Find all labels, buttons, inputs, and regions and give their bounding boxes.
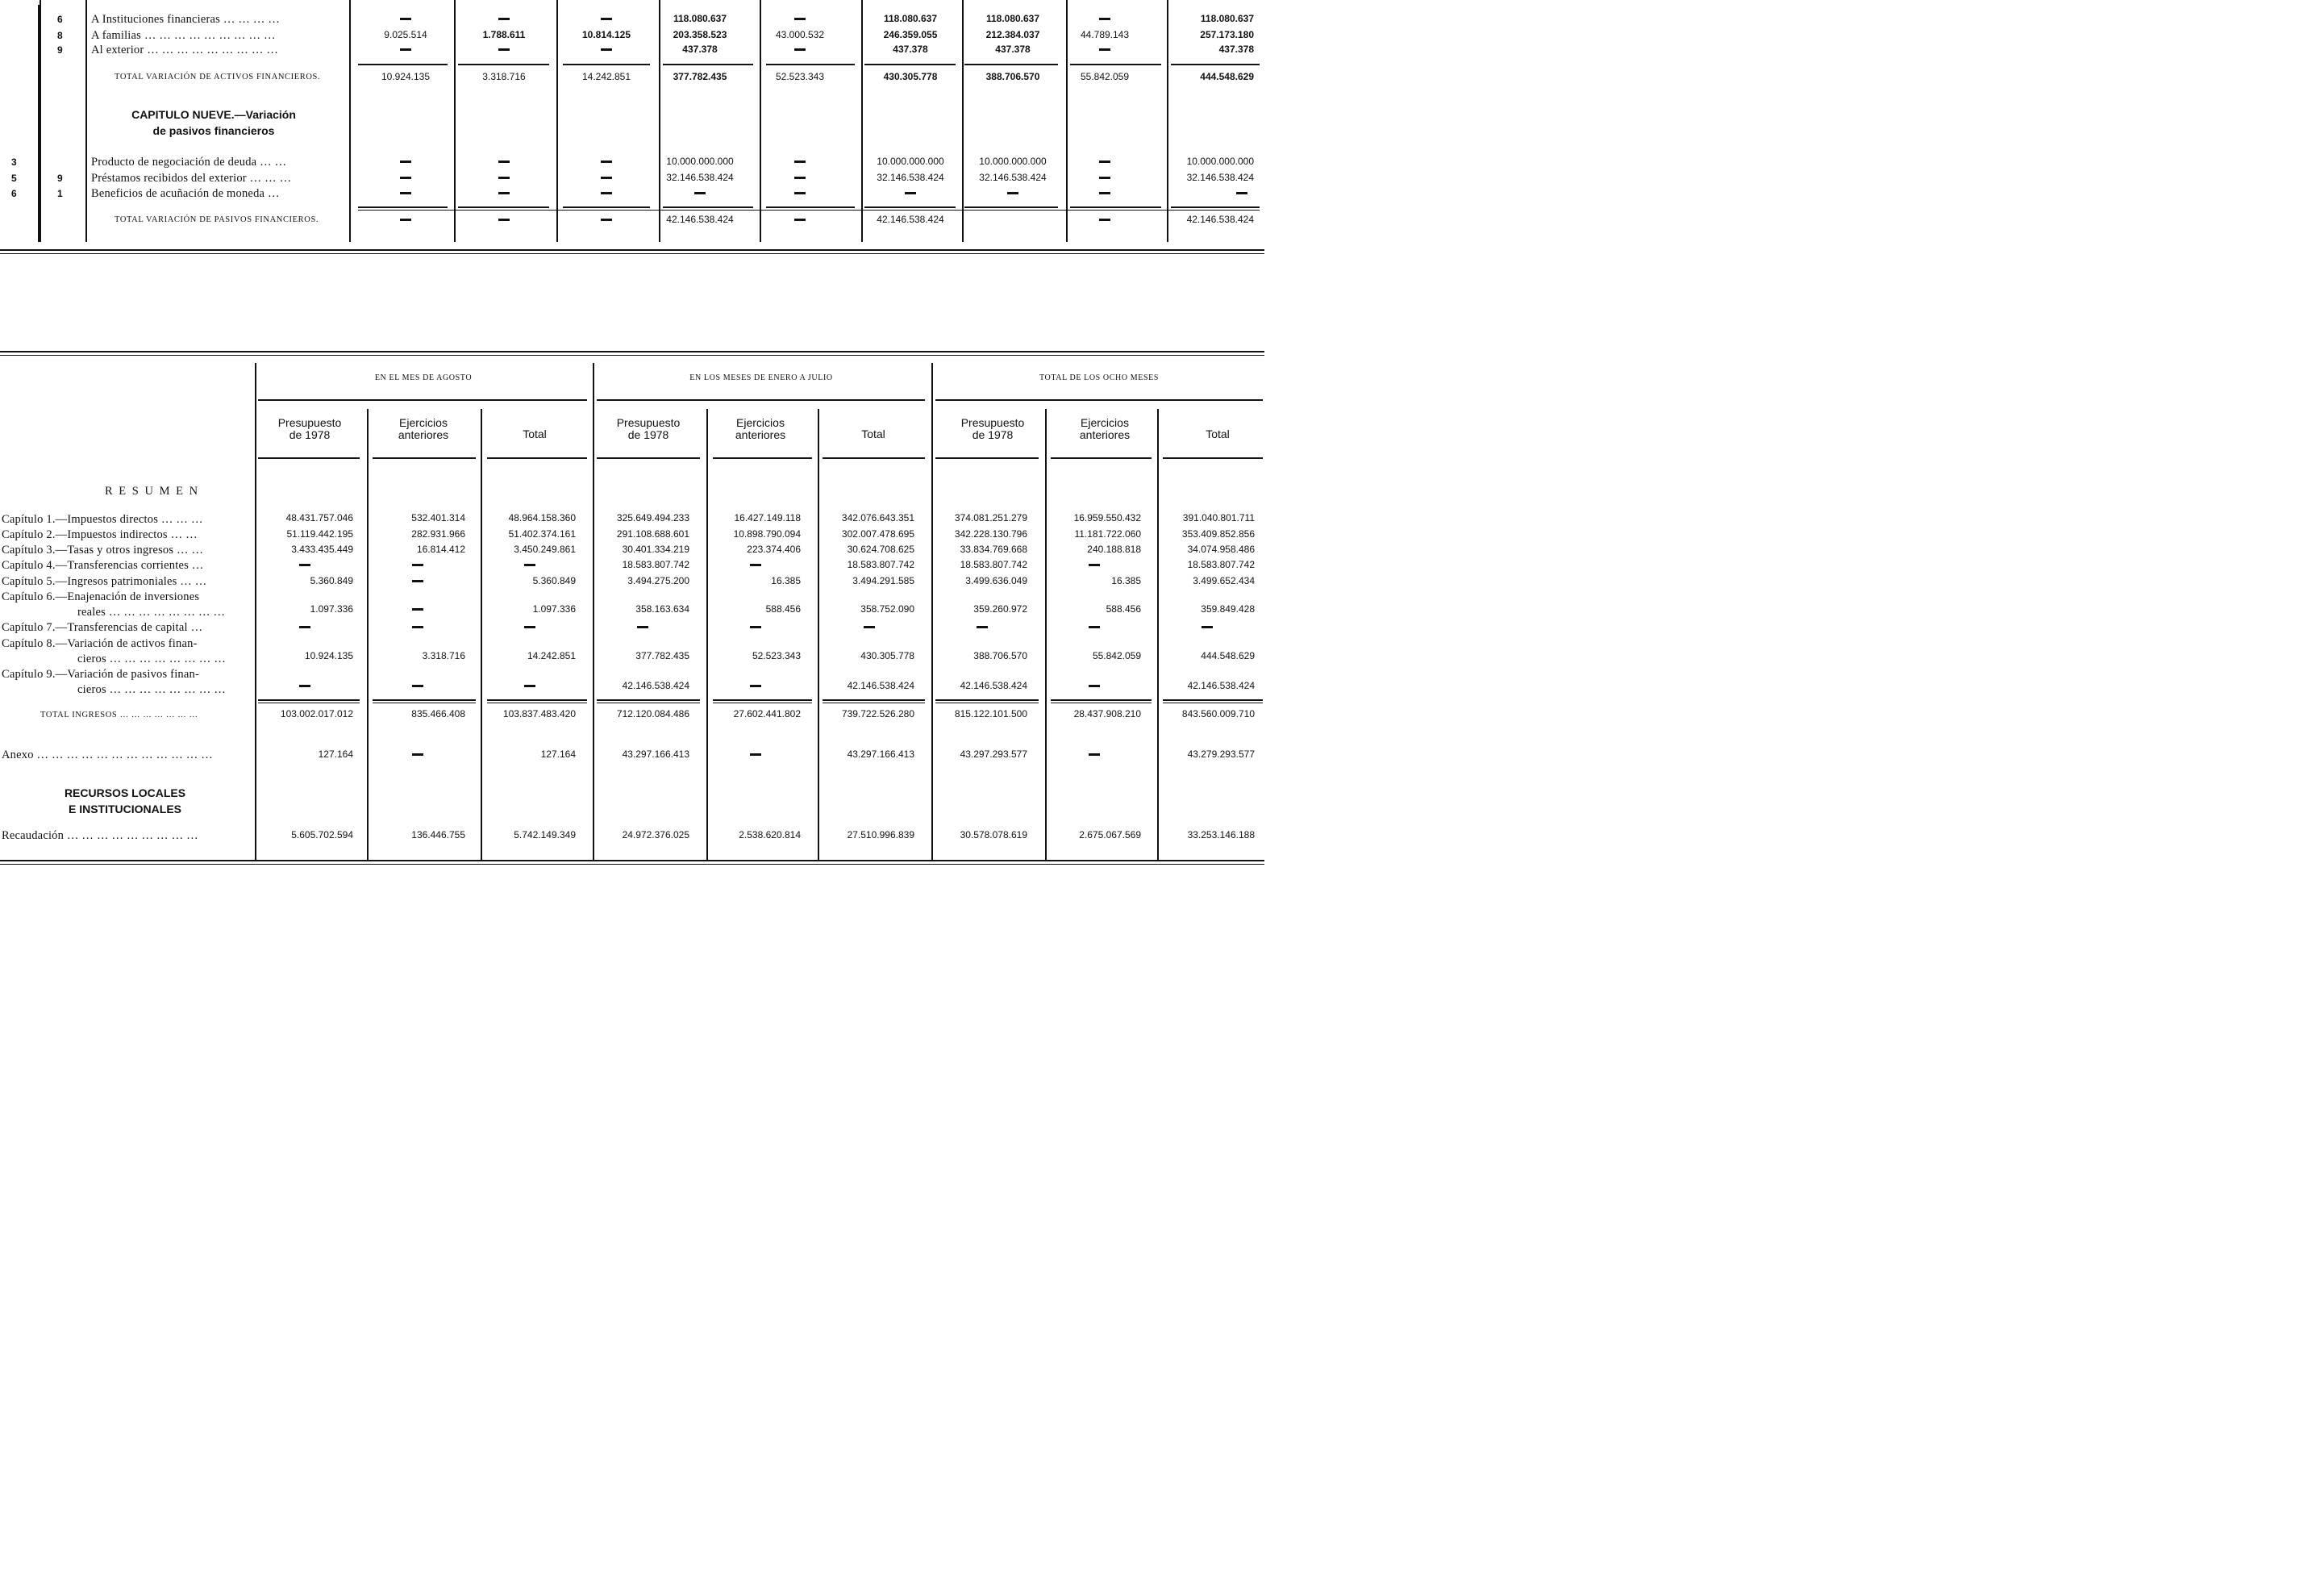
dash-cell xyxy=(299,685,310,687)
dash-cell xyxy=(750,685,761,687)
row-label: Al exterior … … … … … … … … … xyxy=(91,44,279,56)
value-cell: 358.752.090 xyxy=(860,603,914,615)
dash-cell xyxy=(905,192,916,194)
dash-cell xyxy=(864,626,875,628)
chapter-label: Capítulo 8.—Variación de activos finan- xyxy=(2,637,198,650)
value-cell: 437.378 xyxy=(995,44,1031,55)
total-ingresos-value: 815.122.101.500 xyxy=(954,708,1027,719)
dash-cell xyxy=(1236,192,1247,194)
total-label: TOTAL VARIACIÓN DE PASIVOS FINANCIEROS. xyxy=(115,215,319,224)
value-cell: 282.931.966 xyxy=(411,528,465,540)
value-cell: 342.228.130.796 xyxy=(954,528,1027,540)
code-a: 6 xyxy=(11,188,17,199)
section-double-rule-bottom xyxy=(0,253,1264,254)
recaudacion-value: 30.578.078.619 xyxy=(960,829,1027,840)
chapter-label: Capítulo 5.—Ingresos patrimoniales … … xyxy=(2,575,207,588)
value-cell: 240.188.818 xyxy=(1087,544,1141,555)
column-rule xyxy=(1157,409,1159,860)
value-cell: 3.318.716 xyxy=(482,71,526,82)
dash-cell xyxy=(694,192,706,194)
value-cell: 52.523.343 xyxy=(752,650,801,661)
value-cell: 3.494.291.585 xyxy=(852,575,914,586)
dash-cell xyxy=(794,192,806,194)
value-cell: 10.000.000.000 xyxy=(979,156,1047,167)
value-cell: 48.964.158.360 xyxy=(508,512,576,523)
value-cell: 3.494.275.200 xyxy=(627,575,689,586)
dash-cell xyxy=(412,753,423,756)
column-rule xyxy=(659,0,660,242)
column-rule xyxy=(1167,0,1168,242)
value-cell: 33.834.769.668 xyxy=(960,544,1027,555)
subtotal-rule xyxy=(864,64,956,65)
subtotal-rule xyxy=(1171,64,1260,65)
anexo-label: Anexo … … … … … … … … … … … … xyxy=(2,749,213,761)
row-label: A Instituciones financieras … … … … xyxy=(91,13,281,26)
value-cell: 118.080.637 xyxy=(673,13,727,24)
column-rule xyxy=(1045,409,1047,860)
value-cell: 291.108.688.601 xyxy=(616,528,689,540)
value-cell: 1.788.611 xyxy=(482,29,526,40)
total-rule xyxy=(1051,699,1152,701)
total-rule xyxy=(935,699,1039,701)
value-cell: 444.548.629 xyxy=(1201,650,1255,661)
total-ingresos-value: 103.837.483.420 xyxy=(502,708,576,719)
total-rule xyxy=(1163,699,1263,701)
recaudacion-value: 24.972.376.025 xyxy=(622,829,689,840)
subtotal-rule xyxy=(663,64,753,65)
column-rule xyxy=(593,363,594,860)
value-cell: 42.146.538.424 xyxy=(847,680,914,691)
dash-cell xyxy=(1089,564,1100,566)
summary-top-rule xyxy=(0,351,1264,352)
value-cell: 3.499.652.434 xyxy=(1193,575,1255,586)
dash-cell xyxy=(400,48,411,51)
value-cell: 437.378 xyxy=(1218,44,1254,55)
recaudacion-value: 5.742.149.349 xyxy=(514,829,576,840)
subtotal-rule xyxy=(1070,206,1161,208)
anexo-value: 127.164 xyxy=(540,749,576,760)
value-cell: 118.080.637 xyxy=(1200,13,1254,24)
column-header: Ejercicios anteriores xyxy=(735,416,786,441)
chapter-label: cieros … … … … … … … … xyxy=(77,653,227,665)
value-cell: 32.146.538.424 xyxy=(979,172,1047,183)
value-cell: 532.401.314 xyxy=(411,512,465,523)
dash-cell xyxy=(1099,219,1110,221)
header-underline xyxy=(823,457,925,459)
code-b: 9 xyxy=(57,173,63,184)
total-rule xyxy=(487,699,587,701)
bottom-double-rule xyxy=(0,860,1264,861)
value-cell: 430.305.778 xyxy=(860,650,914,661)
value-cell: 18.583.807.742 xyxy=(960,559,1027,570)
value-cell: 257.173.180 xyxy=(1200,29,1254,40)
subtotal-rule xyxy=(964,64,1058,65)
value-cell: 32.146.538.424 xyxy=(877,172,944,183)
anexo-value: 43.297.166.413 xyxy=(622,749,689,760)
value-cell: 246.359.055 xyxy=(883,29,938,40)
dash-cell xyxy=(601,177,612,179)
dash-cell xyxy=(1099,18,1110,20)
value-cell: 3.499.636.049 xyxy=(965,575,1027,586)
dash-cell xyxy=(750,564,761,566)
column-rule xyxy=(1066,0,1068,242)
dash-cell xyxy=(498,177,510,179)
anexo-value: 43.297.166.413 xyxy=(847,749,914,760)
dash-cell xyxy=(400,161,411,163)
subtotal-rule xyxy=(358,64,448,65)
chapter-label: reales … … … … … … … … xyxy=(77,606,226,619)
total-ingresos-value: 739.722.526.280 xyxy=(841,708,914,719)
value-cell: 30.624.708.625 xyxy=(847,544,914,555)
value-cell: 51.402.374.161 xyxy=(508,528,576,540)
column-header: Ejercicios anteriores xyxy=(398,416,449,441)
value-cell: 10.924.135 xyxy=(381,71,431,82)
group-header: TOTAL DE LOS OCHO MESES xyxy=(1039,373,1160,382)
code-b: 9 xyxy=(57,44,63,56)
dash-cell xyxy=(794,48,806,51)
recaudacion-label: Recaudación … … … … … … … … … xyxy=(2,829,198,842)
subtotal-rule xyxy=(358,210,1260,211)
value-cell: 18.583.807.742 xyxy=(847,559,914,570)
resumen-title: R E S U M E N xyxy=(105,485,200,498)
chapter-title: CAPITULO NUEVE.—Variación de pasivos financieros xyxy=(131,108,296,137)
column-rule xyxy=(85,0,87,242)
dash-cell xyxy=(498,219,510,221)
value-cell: 55.842.059 xyxy=(1080,71,1130,82)
value-cell: 223.374.406 xyxy=(747,544,801,555)
row-label: A familias … … … … … … … … … xyxy=(91,29,276,42)
value-cell: 34.074.958.486 xyxy=(1187,544,1255,555)
subtotal-rule xyxy=(663,206,753,208)
total-rule xyxy=(597,699,700,701)
dash-cell xyxy=(498,18,510,20)
dash-cell xyxy=(412,685,423,687)
dash-cell xyxy=(524,626,535,628)
dash-cell xyxy=(794,219,806,221)
value-cell: 42.146.538.424 xyxy=(622,680,689,691)
value-cell: 11.181.722.060 xyxy=(1074,528,1141,540)
dash-cell xyxy=(412,626,423,628)
column-header: Total xyxy=(861,427,885,440)
row-label: Préstamos recibidos del exterior … … … xyxy=(91,172,292,185)
value-cell: 3.318.716 xyxy=(422,650,465,661)
row-label: Producto de negociación de deuda … … xyxy=(91,156,287,169)
chapter-label: cieros … … … … … … … … xyxy=(77,683,227,696)
column-header: Presupuesto de 1978 xyxy=(960,416,1025,441)
dash-cell xyxy=(412,580,423,582)
dash-cell xyxy=(637,626,648,628)
dash-cell xyxy=(412,564,423,566)
subtotal-rule xyxy=(766,206,855,208)
dash-cell xyxy=(601,48,612,51)
code-a: 5 xyxy=(11,173,17,184)
total-ingresos-value: 712.120.084.486 xyxy=(616,708,689,719)
dash-cell xyxy=(601,18,612,20)
total-rule xyxy=(258,699,360,701)
total-rule xyxy=(713,699,812,701)
dash-cell xyxy=(1099,177,1110,179)
header-underline xyxy=(258,457,360,459)
value-cell: 10.000.000.000 xyxy=(877,156,944,167)
value-cell: 32.146.538.424 xyxy=(1186,172,1254,183)
dash-cell xyxy=(1089,753,1100,756)
column-rule xyxy=(931,363,933,860)
value-cell: 42.146.538.424 xyxy=(666,214,734,225)
code-a: 3 xyxy=(11,156,17,168)
value-cell: 1.097.336 xyxy=(532,603,576,615)
anexo-value: 43.279.293.577 xyxy=(1187,749,1255,760)
value-cell: 10.000.000.000 xyxy=(1186,156,1254,167)
value-cell: 444.548.629 xyxy=(1200,71,1254,82)
chapter-label: Capítulo 2.—Impuestos indirectos … … xyxy=(2,528,198,541)
value-cell: 14.242.851 xyxy=(527,650,576,661)
value-cell: 358.163.634 xyxy=(635,603,689,615)
column-rule xyxy=(760,0,761,242)
total-ingresos-value: 27.602.441.802 xyxy=(733,708,801,719)
column-rule xyxy=(255,363,256,860)
value-cell: 9.025.514 xyxy=(384,29,427,40)
value-cell: 16.959.550.432 xyxy=(1073,512,1141,523)
column-rule xyxy=(861,0,863,242)
value-cell: 10.898.790.094 xyxy=(733,528,801,540)
value-cell: 5.360.849 xyxy=(310,575,353,586)
dash-cell xyxy=(400,192,411,194)
chapter-label: Capítulo 3.—Tasas y otros ingresos … … xyxy=(2,544,204,557)
chapter-label: Capítulo 7.—Transferencias de capital … xyxy=(2,621,203,634)
dash-cell xyxy=(1089,626,1100,628)
dash-cell xyxy=(524,685,535,687)
recaudacion-value: 27.510.996.839 xyxy=(847,829,914,840)
dash-cell xyxy=(400,177,411,179)
dash-cell xyxy=(794,177,806,179)
dash-cell xyxy=(498,161,510,163)
value-cell: 353.409.852.856 xyxy=(1181,528,1255,540)
value-cell: 10.814.125 xyxy=(581,29,631,40)
header-underline xyxy=(373,457,476,459)
anexo-value: 43.297.293.577 xyxy=(960,749,1027,760)
chapter-label: Capítulo 1.—Impuestos directos … … … xyxy=(2,513,203,526)
value-cell: 16.427.149.118 xyxy=(734,512,801,523)
dash-cell xyxy=(750,626,761,628)
total-ingresos-value: 835.466.408 xyxy=(411,708,465,719)
value-cell: 32.146.538.424 xyxy=(666,172,734,183)
group-underline xyxy=(597,399,925,401)
value-cell: 437.378 xyxy=(682,44,718,55)
chapter-label: Capítulo 4.—Transferencias corrientes … xyxy=(2,559,204,572)
column-rule xyxy=(481,409,482,860)
value-cell: 51.119.442.195 xyxy=(286,528,353,540)
value-cell: 359.260.972 xyxy=(973,603,1027,615)
dash-cell xyxy=(977,626,988,628)
column-rule xyxy=(454,0,456,242)
group-header: EN LOS MESES DE ENERO A JULIO xyxy=(689,373,833,382)
header-underline xyxy=(713,457,812,459)
column-rule xyxy=(818,409,819,860)
value-cell: 48.431.757.046 xyxy=(285,512,353,523)
header-underline xyxy=(1163,457,1263,459)
subtotal-rule xyxy=(358,206,448,208)
header-underline xyxy=(1051,457,1152,459)
subtotal-rule xyxy=(563,206,650,208)
dash-cell xyxy=(1099,48,1110,51)
value-cell: 430.305.778 xyxy=(883,71,938,82)
value-cell: 52.523.343 xyxy=(775,71,825,82)
dash-cell xyxy=(794,161,806,163)
column-header: Ejercicios anteriores xyxy=(1079,416,1131,441)
dash-cell xyxy=(1099,161,1110,163)
value-cell: 16.385 xyxy=(771,575,801,586)
subtotal-rule xyxy=(766,64,855,65)
group-underline xyxy=(935,399,1263,401)
value-cell: 359.849.428 xyxy=(1201,603,1255,615)
value-cell: 325.649.494.233 xyxy=(616,512,689,523)
value-cell: 14.242.851 xyxy=(581,71,631,82)
subtotal-rule xyxy=(964,206,1058,208)
code-b: 8 xyxy=(57,30,63,41)
total-rule xyxy=(373,699,476,701)
subtotal-rule xyxy=(458,206,549,208)
total-ingresos-value: 28.437.908.210 xyxy=(1073,708,1141,719)
header-underline xyxy=(487,457,587,459)
column-rule xyxy=(349,0,351,242)
value-cell: 16.385 xyxy=(1111,575,1141,586)
value-cell: 42.146.538.424 xyxy=(1186,214,1254,225)
value-cell: 302.007.478.695 xyxy=(841,528,914,540)
value-cell: 44.789.143 xyxy=(1080,29,1130,40)
column-header: Total xyxy=(523,427,547,440)
column-rule xyxy=(706,409,708,860)
value-cell: 437.378 xyxy=(893,44,928,55)
dash-cell xyxy=(750,753,761,756)
value-cell: 588.456 xyxy=(1106,603,1141,615)
dash-cell xyxy=(601,192,612,194)
value-cell: 30.401.334.219 xyxy=(622,544,689,555)
dash-cell xyxy=(1099,192,1110,194)
total-ingresos-label: TOTAL INGRESOS … … … … … … … xyxy=(40,711,198,719)
dash-cell xyxy=(524,564,535,566)
dash-cell xyxy=(299,564,310,566)
value-cell: 18.583.807.742 xyxy=(1187,559,1255,570)
dash-cell xyxy=(794,18,806,20)
value-cell: 388.706.570 xyxy=(985,71,1040,82)
value-cell: 377.782.435 xyxy=(673,71,727,82)
value-cell: 391.040.801.711 xyxy=(1182,512,1255,523)
recaudacion-value: 5.605.702.594 xyxy=(291,829,353,840)
value-cell: 1.097.336 xyxy=(310,603,353,615)
value-cell: 5.360.849 xyxy=(532,575,576,586)
subtotal-rule xyxy=(864,206,956,208)
value-cell: 588.456 xyxy=(765,603,801,615)
dash-cell xyxy=(498,192,510,194)
value-cell: 16.814.412 xyxy=(416,544,465,555)
recaudacion-value: 2.538.620.814 xyxy=(739,829,801,840)
total-rule xyxy=(823,699,925,701)
value-cell: 10.000.000.000 xyxy=(666,156,734,167)
value-cell: 10.924.135 xyxy=(304,650,353,661)
value-cell: 42.146.538.424 xyxy=(1187,680,1255,691)
bottom-double-rule-2 xyxy=(0,864,1264,865)
dash-cell xyxy=(1089,685,1100,687)
outer-left-rule xyxy=(38,5,40,242)
recursos-title: RECURSOS LOCALES E INSTITUCIONALES xyxy=(64,786,186,815)
code-b: 1 xyxy=(57,188,63,199)
value-cell: 18.583.807.742 xyxy=(622,559,689,570)
dash-cell xyxy=(412,608,423,611)
column-header: Presupuesto de 1978 xyxy=(277,416,342,441)
anexo-value: 127.164 xyxy=(318,749,353,760)
value-cell: 377.782.435 xyxy=(635,650,689,661)
recaudacion-value: 33.253.146.188 xyxy=(1187,829,1255,840)
column-header: Total xyxy=(1206,427,1230,440)
subtotal-rule xyxy=(1070,64,1161,65)
value-cell: 342.076.643.351 xyxy=(841,512,914,523)
value-cell: 3.450.249.861 xyxy=(514,544,576,555)
header-underline xyxy=(597,457,700,459)
value-cell: 42.146.538.424 xyxy=(960,680,1027,691)
value-cell: 118.080.637 xyxy=(985,13,1040,24)
recaudacion-value: 136.446.755 xyxy=(411,829,465,840)
section-double-rule-top xyxy=(0,249,1264,251)
column-rule xyxy=(367,409,369,860)
value-cell: 212.384.037 xyxy=(985,29,1040,40)
column-header: Presupuesto de 1978 xyxy=(616,416,681,441)
dash-cell xyxy=(400,219,411,221)
summary-top-rule-2 xyxy=(0,355,1264,356)
dash-cell xyxy=(601,219,612,221)
group-header: EN EL MES DE AGOSTO xyxy=(374,373,473,382)
value-cell: 388.706.570 xyxy=(973,650,1027,661)
code-b: 6 xyxy=(57,14,63,25)
subtotal-rule xyxy=(458,64,549,65)
dash-cell xyxy=(1202,626,1213,628)
total-ingresos-value: 103.002.017.012 xyxy=(280,708,353,719)
dash-cell xyxy=(498,48,510,51)
column-rule xyxy=(962,0,964,242)
column-rule xyxy=(40,0,41,242)
dash-cell xyxy=(601,161,612,163)
value-cell: 118.080.637 xyxy=(883,13,938,24)
row-label: Beneficios de acuñación de moneda … xyxy=(91,187,280,200)
value-cell: 3.433.435.449 xyxy=(291,544,353,555)
value-cell: 374.081.251.279 xyxy=(954,512,1027,523)
total-label: TOTAL VARIACIÓN DE ACTIVOS FINANCIEROS. xyxy=(115,73,321,81)
column-rule xyxy=(556,0,558,242)
group-underline xyxy=(258,399,587,401)
dash-cell xyxy=(400,18,411,20)
total-ingresos-value: 843.560.009.710 xyxy=(1181,708,1255,719)
subtotal-rule xyxy=(1171,206,1260,208)
value-cell: 43.000.532 xyxy=(775,29,825,40)
subtotal-rule xyxy=(563,64,650,65)
value-cell: 42.146.538.424 xyxy=(877,214,944,225)
chapter-label: Capítulo 9.—Variación de pasivos finan- xyxy=(2,668,199,681)
value-cell: 55.842.059 xyxy=(1092,650,1141,661)
chapter-label: Capítulo 6.—Enajenación de inversiones xyxy=(2,590,200,603)
dash-cell xyxy=(1007,192,1018,194)
dash-cell xyxy=(299,626,310,628)
value-cell: 203.358.523 xyxy=(673,29,727,40)
header-underline xyxy=(935,457,1039,459)
recaudacion-value: 2.675.067.569 xyxy=(1079,829,1141,840)
